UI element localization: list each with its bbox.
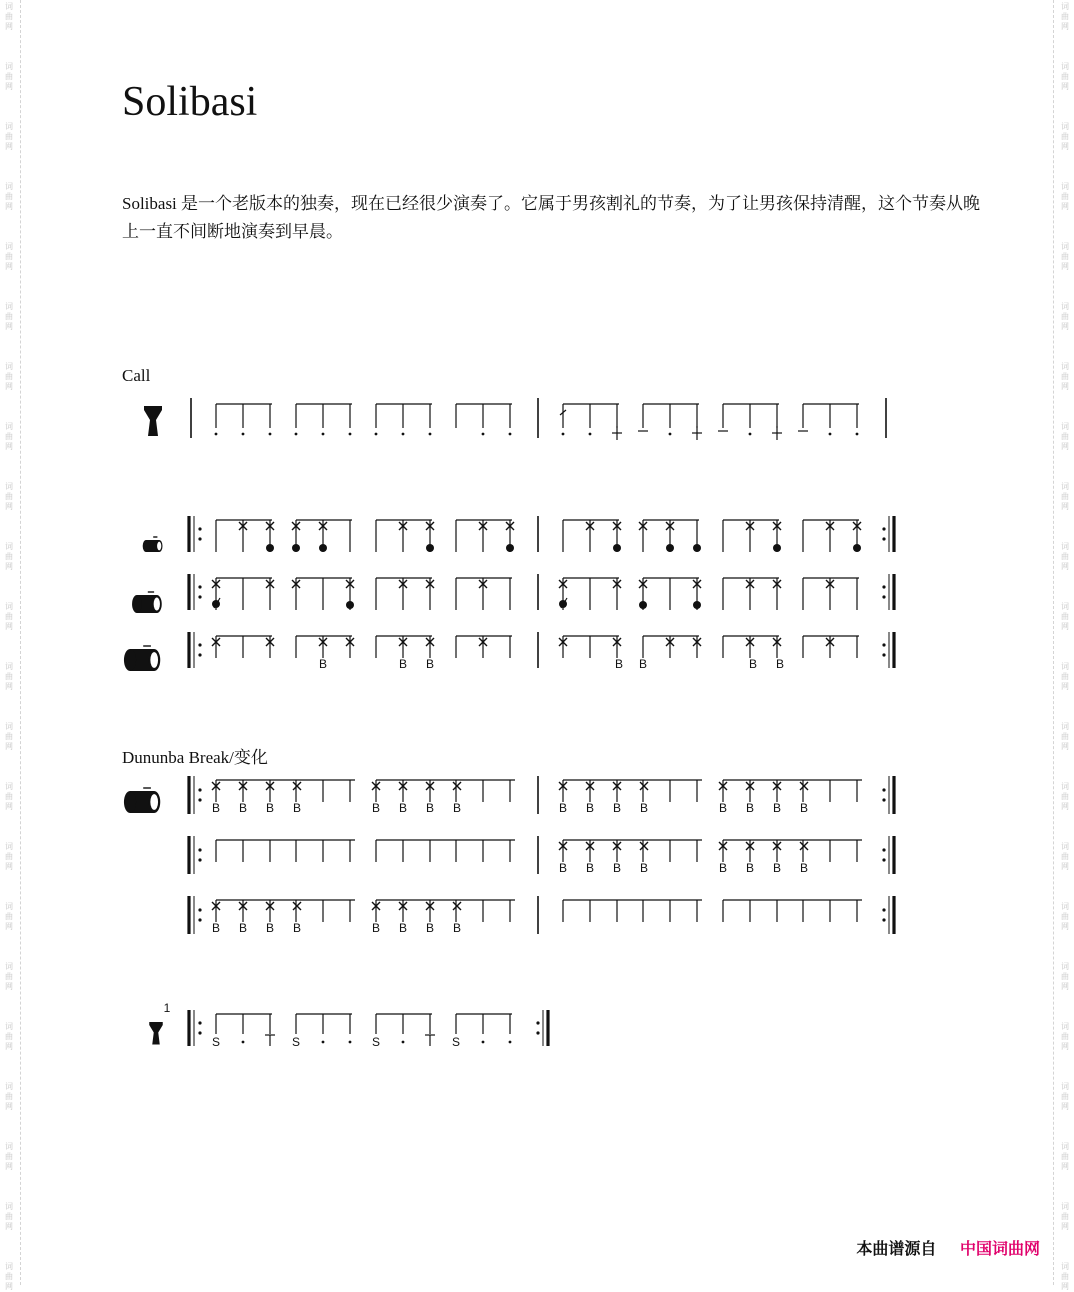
watermark-text: 词 曲 网 — [5, 782, 13, 811]
kenkeni-icon — [157, 542, 161, 551]
bass-note: B — [211, 921, 221, 935]
sangban-icon — [132, 595, 142, 613]
watermark-text: 词 曲 网 — [1061, 362, 1069, 391]
watermark-text: 词 曲 网 — [1061, 1022, 1069, 1051]
bass-note: B — [718, 861, 728, 875]
repeat-dot — [198, 1021, 201, 1024]
repeat-dot — [882, 858, 885, 861]
note-filled — [266, 544, 274, 552]
watermark-text: 词 曲 网 — [1061, 182, 1069, 211]
watermark-text: 词 曲 网 — [1061, 542, 1069, 571]
slap-note: S — [451, 1035, 461, 1049]
watermark-text: 词 曲 网 — [1061, 2, 1069, 31]
repeat-dot — [198, 595, 201, 598]
bass-note: B — [614, 657, 624, 671]
bass-note: B — [265, 801, 275, 815]
watermark-text: 词 曲 网 — [1061, 602, 1069, 631]
repeat-dot — [198, 798, 201, 801]
repeat-dot — [198, 585, 201, 588]
watermark-text: 词 曲 网 — [1061, 1142, 1069, 1171]
section-label-call: Call — [122, 366, 151, 385]
bass-note: B — [585, 801, 595, 815]
watermark-text: 词 曲 网 — [1061, 962, 1069, 991]
watermark-text: 词 曲 网 — [1061, 1082, 1069, 1111]
bass-note: B — [398, 921, 408, 935]
bass-note: B — [612, 801, 622, 815]
note-filled — [426, 544, 434, 552]
slap-note: S — [371, 1035, 381, 1049]
note-filled — [853, 544, 861, 552]
note-filled — [346, 601, 354, 609]
watermark-text: 词 曲 网 — [1061, 422, 1069, 451]
note-dot — [215, 433, 218, 436]
watermark-text: 词 曲 网 — [5, 722, 13, 751]
dununba-icon — [124, 649, 136, 671]
bass-note: B — [398, 801, 408, 815]
kenkeni-icon — [143, 540, 150, 552]
djembe-icon — [149, 1022, 163, 1045]
watermark-text: 词 曲 网 — [5, 662, 13, 691]
bass-note: B — [238, 801, 248, 815]
watermark-text: 词 曲 网 — [1061, 902, 1069, 931]
note-dot — [482, 1041, 485, 1044]
watermark-text: 词 曲 网 — [1061, 302, 1069, 331]
footer-source: 本曲谱源自 — [856, 1239, 937, 1258]
repeat-dot — [882, 595, 885, 598]
note-filled — [292, 544, 300, 552]
repeat-dot — [198, 643, 201, 646]
repeat-dot — [198, 653, 201, 656]
repeat-dot — [198, 848, 201, 851]
repeat-dot — [198, 527, 201, 530]
bass-note: B — [585, 861, 595, 875]
watermark-text: 词 曲 网 — [5, 602, 13, 631]
note-dot — [829, 433, 832, 436]
note-dot — [349, 1041, 352, 1044]
bass-note: B — [452, 801, 462, 815]
note-dot — [669, 433, 672, 436]
watermark-text: 词 曲 网 — [1061, 62, 1069, 91]
footnote-marker: 1 — [163, 1001, 171, 1015]
watermark-text: 词 曲 网 — [5, 902, 13, 931]
repeat-dot — [882, 537, 885, 540]
watermark-text: 词 曲 网 — [5, 1262, 13, 1291]
bass-note: B — [292, 801, 302, 815]
dununba-icon — [150, 794, 158, 810]
watermark-text: 词 曲 网 — [5, 962, 13, 991]
watermark-text: 词 曲 网 — [1061, 482, 1069, 511]
note-dot — [322, 433, 325, 436]
bass-note: B — [639, 801, 649, 815]
watermark-text: 词 曲 网 — [5, 302, 13, 331]
repeat-dot — [882, 918, 885, 921]
bass-note: B — [775, 657, 785, 671]
note-dot — [375, 433, 378, 436]
bass-note: B — [772, 801, 782, 815]
repeat-dot — [198, 537, 201, 540]
note-dot — [322, 1041, 325, 1044]
watermark-text: 词 曲 网 — [1061, 662, 1069, 691]
description: Solibasi 是一个老版本的独奏，现在已经很少演奏了。它属于男孩割礼的节奏，为了让男孩保持清醒，这个节奏从晚上一直不间断地演奏到早晨。 — [122, 194, 981, 241]
watermark-text: 词 曲 网 — [5, 182, 13, 211]
note-dot — [562, 433, 565, 436]
watermark-text: 词 曲 网 — [5, 62, 13, 91]
repeat-dot — [882, 643, 885, 646]
note-dot — [295, 433, 298, 436]
bass-note: B — [292, 921, 302, 935]
bass-note: B — [745, 861, 755, 875]
watermark-text: 词 曲 网 — [1061, 242, 1069, 271]
note-filled — [773, 544, 781, 552]
repeat-dot — [882, 908, 885, 911]
watermark-text: 词 曲 网 — [5, 1022, 13, 1051]
djembe-icon — [144, 406, 162, 436]
bass-note: B — [371, 921, 381, 935]
slap-note: S — [291, 1035, 301, 1049]
watermark-text: 词 曲 网 — [5, 2, 13, 31]
bass-note: B — [799, 801, 809, 815]
watermark-text: 词 曲 网 — [5, 122, 13, 151]
bass-note: B — [612, 861, 622, 875]
note-filled — [319, 544, 327, 552]
bass-note: B — [425, 657, 435, 671]
watermark-text: 词 曲 网 — [1061, 1262, 1069, 1291]
repeat-dot — [536, 1021, 539, 1024]
repeat-dot — [198, 908, 201, 911]
repeat-dot — [882, 798, 885, 801]
bass-note: B — [799, 861, 809, 875]
watermark-text: 词 曲 网 — [5, 1142, 13, 1171]
bass-note: B — [318, 657, 328, 671]
note-dot — [402, 1041, 405, 1044]
bass-note: B — [772, 861, 782, 875]
bass-note: B — [265, 921, 275, 935]
note-filled — [666, 544, 674, 552]
bass-note: B — [425, 921, 435, 935]
bass-note: B — [558, 801, 568, 815]
note-filled — [639, 601, 647, 609]
bass-note: B — [238, 921, 248, 935]
bass-note: B — [211, 801, 221, 815]
repeat-dot — [882, 788, 885, 791]
section-label-break: Dununba Break/变化 — [122, 748, 268, 767]
sangban-icon — [154, 598, 160, 611]
watermark-text: 词 曲 网 — [5, 1082, 13, 1111]
repeat-dot — [198, 918, 201, 921]
watermark-text: 词 曲 网 — [5, 482, 13, 511]
bass-note: B — [452, 921, 462, 935]
note-dot — [269, 433, 272, 436]
note-filled — [613, 544, 621, 552]
note-filled — [693, 601, 701, 609]
watermark-text: 词 曲 网 — [1061, 1202, 1069, 1231]
watermark-text: 词 曲 网 — [5, 242, 13, 271]
bass-note: B — [639, 861, 649, 875]
footer-credit — [856, 1236, 1040, 1259]
note-dot — [242, 1041, 245, 1044]
watermark-text: 词 曲 网 — [5, 1202, 13, 1231]
repeat-dot — [198, 1031, 201, 1034]
bass-note: B — [558, 861, 568, 875]
watermark-text: 词 曲 网 — [5, 542, 13, 571]
repeat-dot — [198, 788, 201, 791]
watermark-text: 词 曲 网 — [1061, 842, 1069, 871]
note-dot — [509, 433, 512, 436]
note-dot — [482, 433, 485, 436]
footer-site-link[interactable]: 中国词曲网 — [959, 1239, 1040, 1258]
note-dot — [242, 433, 245, 436]
page-title: Solibasi — [122, 79, 258, 125]
note-dot — [589, 433, 592, 436]
watermark-text: 词 曲 网 — [5, 422, 13, 451]
repeat-dot — [882, 585, 885, 588]
repeat-dot — [882, 653, 885, 656]
note-dot — [429, 433, 432, 436]
watermark-text: 词 曲 网 — [1061, 122, 1069, 151]
slap-note: S — [211, 1035, 221, 1049]
watermark-text: 词 曲 网 — [1061, 782, 1069, 811]
note-dot — [749, 433, 752, 436]
bass-note: B — [748, 657, 758, 671]
bass-note: B — [638, 657, 648, 671]
note-filled — [506, 544, 514, 552]
note-dot — [402, 433, 405, 436]
repeat-dot — [198, 858, 201, 861]
dununba-icon — [150, 652, 158, 668]
repeat-dot — [882, 848, 885, 851]
repeat-dot — [882, 527, 885, 530]
bass-note: B — [718, 801, 728, 815]
bass-note: B — [398, 657, 408, 671]
repeat-dot — [536, 1031, 539, 1034]
watermark-text: 词 曲 网 — [5, 362, 13, 391]
bass-note: B — [371, 801, 381, 815]
dununba-icon — [124, 791, 136, 813]
note-dot — [349, 433, 352, 436]
note-filled — [693, 544, 701, 552]
note-dot — [856, 433, 859, 436]
watermark-text: 词 曲 网 — [5, 842, 13, 871]
bass-note: B — [745, 801, 755, 815]
bass-note: B — [425, 801, 435, 815]
note-dot — [509, 1041, 512, 1044]
watermark-text: 词 曲 网 — [1061, 722, 1069, 751]
